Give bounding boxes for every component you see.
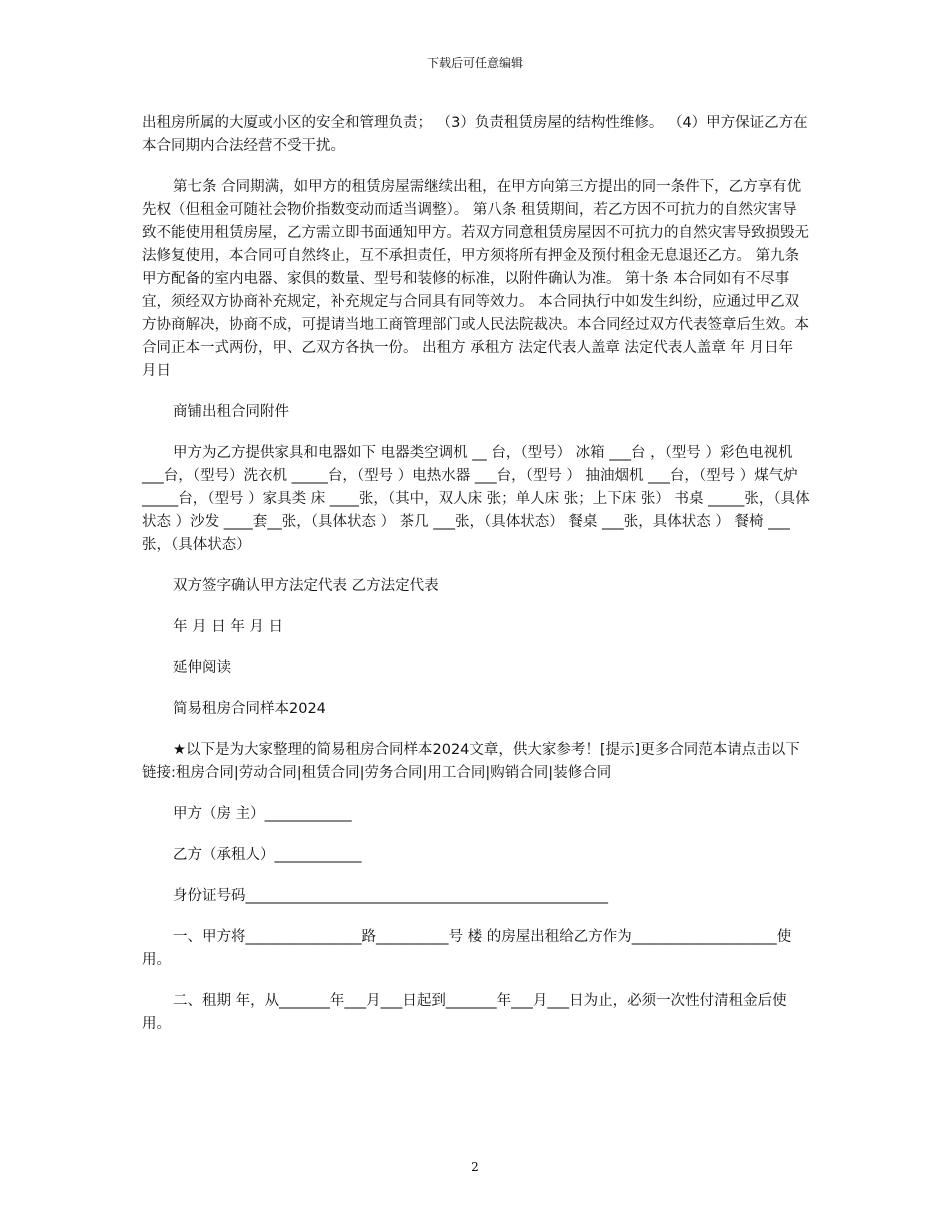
extended-reading-heading: 延伸阅读 — [173, 660, 231, 676]
page-number: 2 — [471, 1160, 479, 1174]
document-body — [142, 112, 810, 1054]
paragraph-landlord-duties: 出租房所属的大厦或小区的安全和管理负责； （3）负责租赁房屋的结构性维修。 （4）甲方保证乙方在本合同期内合法经营不受干扰。 — [142, 115, 808, 154]
date-line: 年 月 日 年 月 日 — [173, 619, 284, 635]
paragraph-articles-7-10: 第七条 合同期满，如甲方的租赁房屋需继续出租，在甲方向第三方提出的同一条件下，乙方享有优先权（但租金可随社会物价指数变动而适当调整）。 第八条 租赁期间，若乙方因不可抗力的自然灾害导致不能使用租赁房屋，乙方需立即书面通知甲方。若双方同意租赁房屋因不可抗力的自然灾害导致损毁无法修复使用，本合同可自然终止，互不承担责任，甲方须将所有押金及预付租金无息退还乙方。 第九条 甲方配备的室内电器、家俱的数量、型号和装修的标准，以附件确认为准。 第十条 本合同如有不尽事宜，须经双方协商补充规定，补充规定与合同具有同等效力。 本合同执行中如发生纠纷，应通过甲乙双方协商解决，协商不成，可提请当地工商管理部门或人民法院裁决。本合同经过双方代表签章后生效。本合同正本一式两份，甲、乙双方各执一份。 出租方 承租方 法定代表人盖章 法定代表人盖章 年 月日年 月日 — [142, 179, 809, 379]
clause-two: 二、租期 年，从_______年___月___日起到_______年___月___日为止，必须一次性付清租金后使用。 — [142, 993, 787, 1032]
party-b-field: 乙方（承租人）____________ — [173, 847, 362, 863]
paragraph-furniture-list: 甲方为乙方提供家具和电器如下 电器类空调机 __ 台，（型号） 冰箱 ___台 ，（型号 ）彩色电视机 ___台，（型号）洗衣机 _____台，（型号 ）电热水器 ___台，（型号 ） 抽油烟机 ___台，（型号 ）煤气炉 _____台，（型号 ）家具类 床 ____张，（其中，双人床 张；单人床 张；上下床 张） 书桌 _____张，（具体状态 ）沙发 ____套__张，（具体状态 ） 茶几 ___张，（具体状态） 餐桌 ___张，具体状态 ） 餐椅 ___张，（具体状态） — [142, 445, 810, 553]
appendix-title: 商铺出租合同附件 — [173, 404, 289, 420]
signature-line: 双方签字确认甲方法定代表 乙方法定代表 — [173, 578, 439, 594]
clause-one: 一、甲方将________________路__________号 楼 的房屋出租给乙方作为____________________使用。 — [142, 929, 792, 968]
id-number-field: 身份证号码__________________________________________________ — [173, 888, 608, 904]
intro-with-links: ★以下是为大家整理的简易租房合同样本2024文章，供大家参考！[提示]更多合同范本请点击以下链接:租房合同|劳动合同|租赁合同|劳务合同|用工合同|购销合同|装修合同 — [142, 742, 800, 781]
page-header: 下载后可任意编辑 — [426, 56, 523, 70]
party-a-field: 甲方（房 主）____________ — [173, 806, 352, 822]
sample-title: 简易租房合同样本2024 — [173, 701, 326, 717]
